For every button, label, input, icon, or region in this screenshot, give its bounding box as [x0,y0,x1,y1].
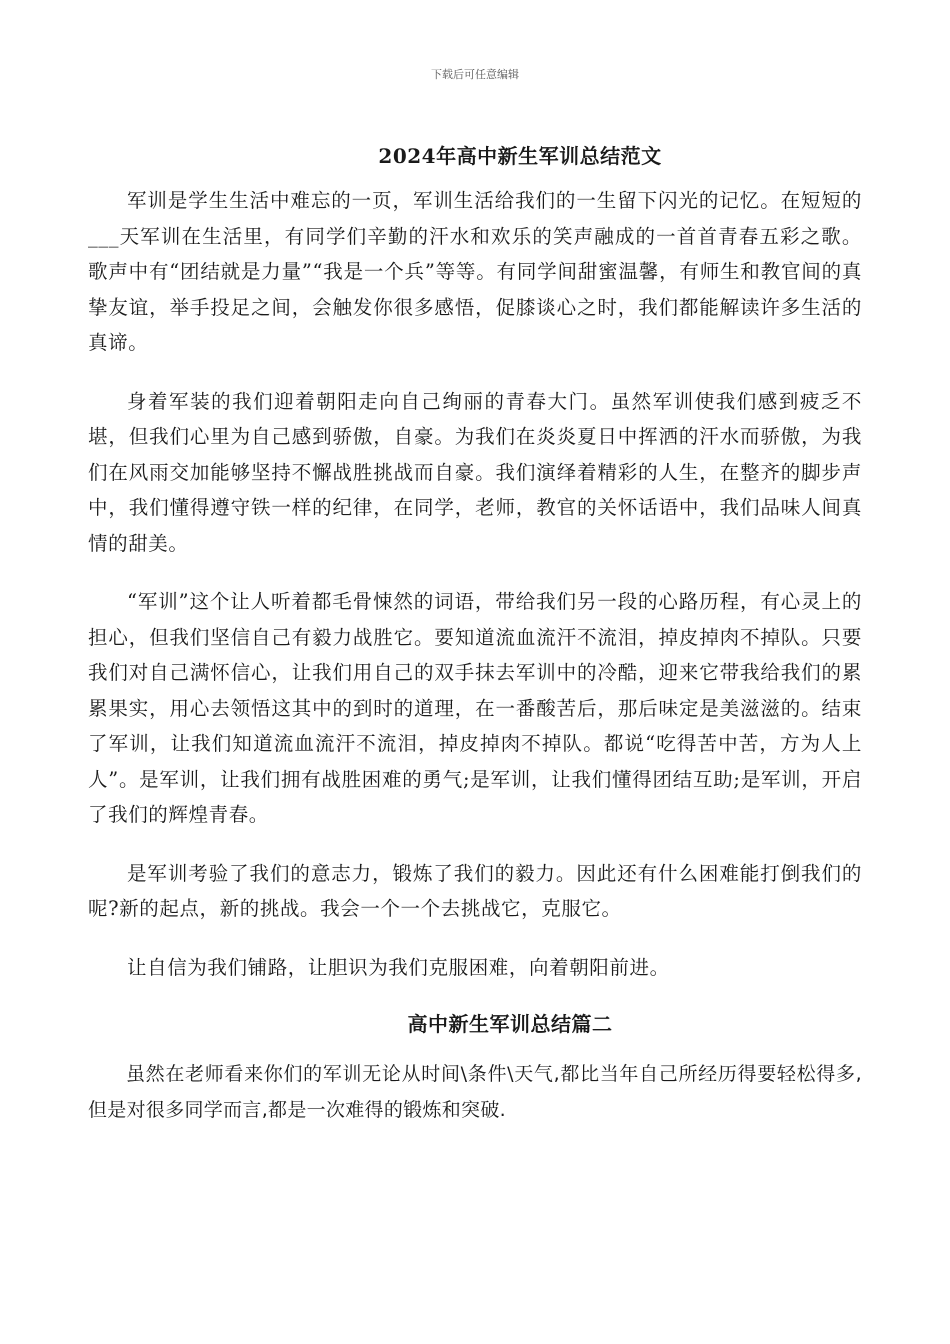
paragraph-4: 是军训考验了我们的意志力，锻炼了我们的毅力。因此还有什么困难能打倒我们的呢?新的起点，新的挑战。我会一个一个去挑战它，克服它。 [88,861,862,920]
document-title: 2024年高中新生军训总结范文 [378,144,662,168]
section-2-title: 高中新生军训总结篇二 [407,1012,613,1036]
document-body [88,140,862,1151]
paragraph-2: 身着军装的我们迎着朝阳走向自己绚丽的青春大门。虽然军训使我们感到疲乏不堪，但我们心里为自己感到骄傲，自豪。为我们在炎炎夏日中挥洒的汗水而骄傲，为我们在风雨交加能够坚持不懈战胜挑战而自豪。我们演绎着精彩的人生，在整齐的脚步声中，我们懂得遵守铁一样的纪律，在同学，老师，教官的关怀话语中，我们品味人间真情的甜美。 [88,389,862,555]
paragraph-3: “军训”这个让人听着都毛骨悚然的词语，带给我们另一段的心路历程，有心灵上的担心，但我们坚信自己有毅力战胜它。要知道流血流汗不流泪，掉皮掉肉不掉队。只要我们对自己满怀信心，让我们用自己的双手抹去军训中的冷酷，迎来它带我给我们的累累果实，用心去领悟这其中的到时的道理，在一番酸苦后，那后味定是美滋滋的。结束了军训，让我们知道流血流汗不流泪，掉皮掉肉不掉队。都说“吃得苦中苦，方为人上人”。是军训，让我们拥有战胜困难的勇气;是军训，让我们懂得团结互助;是军训，开启了我们的辉煌青春。 [88,590,862,826]
paragraph-5: 让自信为我们铺路，让胆识为我们克服困难，向着朝阳前进。 [127,955,670,979]
page-header-note: 下载后可任意编辑 [431,68,519,81]
section-2-paragraph: 虽然在老师看来你们的军训无论从时间\条件\天气,都比当年自己所经历得要轻松得多,但是对很多同学而言,都是一次难得的锻炼和突破. [88,1063,862,1121]
paragraph-1: 军训是学生生活中难忘的一页，军训生活给我们的一生留下闪光的记忆。在短短的___天军训在生活里，有同学们辛勤的汗水和欢乐的笑声融成的一首首青春五彩之歌。歌声中有“团结就是力量”“我是一个兵”等等。有同学间甜蜜温馨，有师生和教官间的真挚友谊，举手投足之间，会触发你很多感悟，促膝谈心之时，我们都能解读许多生活的真谛。 [88,189,862,354]
